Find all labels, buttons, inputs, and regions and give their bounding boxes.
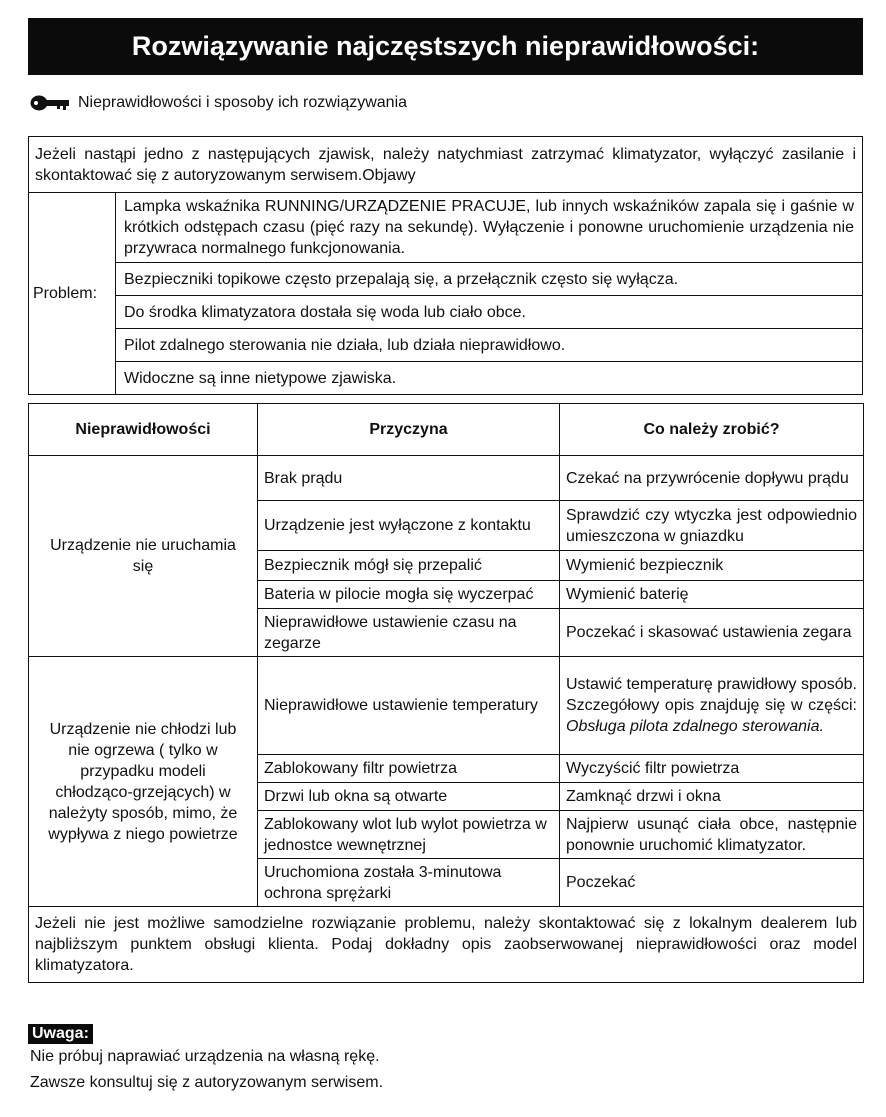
action-cell: Wymienić bezpiecznik <box>560 551 864 581</box>
issue-cell: Urządzenie nie uruchamia się <box>29 456 258 657</box>
cause-cell: Urządzenie jest wyłączone z kontaktu <box>258 501 560 551</box>
problem-item: Lampka wskaźnika RUNNING/URZĄDZENIE PRACUJE, lub innych wskaźników zapala się i gaśnie w krótkich odstępach czasu (pięć razy na sekundę). Wyłączenie i ponowne uruchomienie urządzenia nie przywraca normalnego funkcjonowania. <box>116 193 863 263</box>
cause-cell: Uruchomiona została 3-minutowa ochrona sprężarki <box>258 859 560 907</box>
action-cell: Poczekać i skasować ustawienia zegara <box>560 609 864 657</box>
cause-cell: Drzwi lub okna są otwarte <box>258 783 560 811</box>
symptoms-table <box>28 136 863 395</box>
problem-item: Pilot zdalnego sterowania nie działa, lub działa nieprawidłowo. <box>116 329 863 362</box>
action-cell: Sprawdzić czy wtyczka jest odpowiednio umieszczona w gniazdku <box>560 501 864 551</box>
warning-line: Zawsze konsultuj się z autoryzowanym serwisem. <box>30 1074 384 1091</box>
header-issue: Nieprawidłowości <box>29 404 258 456</box>
cause-cell: Zablokowany filtr powietrza <box>258 755 560 783</box>
cause-cell: Brak prądu <box>258 456 560 501</box>
troubleshooting-table <box>28 403 864 983</box>
cause-cell: Bateria w pilocie mogła się wyczerpać <box>258 581 560 609</box>
action-reference: Obsługa pilota zdalnego sterowania. <box>566 718 824 735</box>
problem-item: Widoczne są inne nietypowe zjawiska. <box>116 362 863 395</box>
action-cell: Najpierw usunąć ciała obce, następnie ponownie uruchomić klimatyzator. <box>560 811 864 859</box>
action-cell: Czekać na przywrócenie dopływu prądu <box>560 456 864 501</box>
issue-cell: Urządzenie nie chłodzi lub nie ogrzewa ( tylko w przypadku modeli chłodząco-grzejących) w należyty sposób, mimo, że wypływa z niego powietrze <box>29 657 258 907</box>
section-subheading <box>30 90 407 116</box>
header-action: Co należy zrobić? <box>560 404 864 456</box>
cause-cell: Bezpiecznik mógł się przepalić <box>258 551 560 581</box>
cause-cell: Zablokowany wlot lub wylot powietrza w jednostce wewnętrznej <box>258 811 560 859</box>
action-cell: Wymienić baterię <box>560 581 864 609</box>
action-cell: Wyczyścić filtr powietrza <box>560 755 864 783</box>
warning-label: Uwaga: <box>28 1024 93 1044</box>
cause-cell: Nieprawidłowe ustawienie czasu na zegarze <box>258 609 560 657</box>
warning-line: Nie próbuj naprawiać urządzenia na własną rękę. <box>30 1048 380 1065</box>
problem-item: Do środka klimatyzatora dostała się woda lub ciało obce. <box>116 296 863 329</box>
action-cell: Poczekać <box>560 859 864 907</box>
key-icon <box>30 94 70 112</box>
subheading-text: Nieprawidłowości i sposoby ich rozwiązywania <box>78 94 408 111</box>
problem-item: Bezpieczniki topikowe często przepalają się, a przełącznik często się wyłącza. <box>116 263 863 296</box>
action-cell: Zamknąć drzwi i okna <box>560 783 864 811</box>
problem-label: Problem: <box>29 193 116 395</box>
cause-cell: Nieprawidłowe ustawienie temperatury <box>258 657 560 755</box>
header-cause: Przyczyna <box>258 404 560 456</box>
page-title: Rozwiązywanie najczęstszych nieprawidłowości: <box>28 18 863 75</box>
contact-note: Jeżeli nie jest możliwe samodzielne rozwiązanie problemu, należy skontaktować się z lokalnym dealerem lub najbliższym punktem obsługi klienta. Podaj dokładny opis zaobserwowanej nieprawidłowości oraz model klimatyzatora. <box>29 907 864 983</box>
action-cell <box>560 657 864 755</box>
symptoms-intro: Jeżeli nastąpi jedno z następujących zjawisk, należy natychmiast zatrzymać klimatyzator, wyłączyć zasilanie i skontaktować się z autoryzowanym serwisem.Objawy <box>29 137 863 193</box>
action-text: Ustawić temperaturę prawidłowy sposób. Szczegółowy opis znajduję się w części: <box>566 676 857 714</box>
